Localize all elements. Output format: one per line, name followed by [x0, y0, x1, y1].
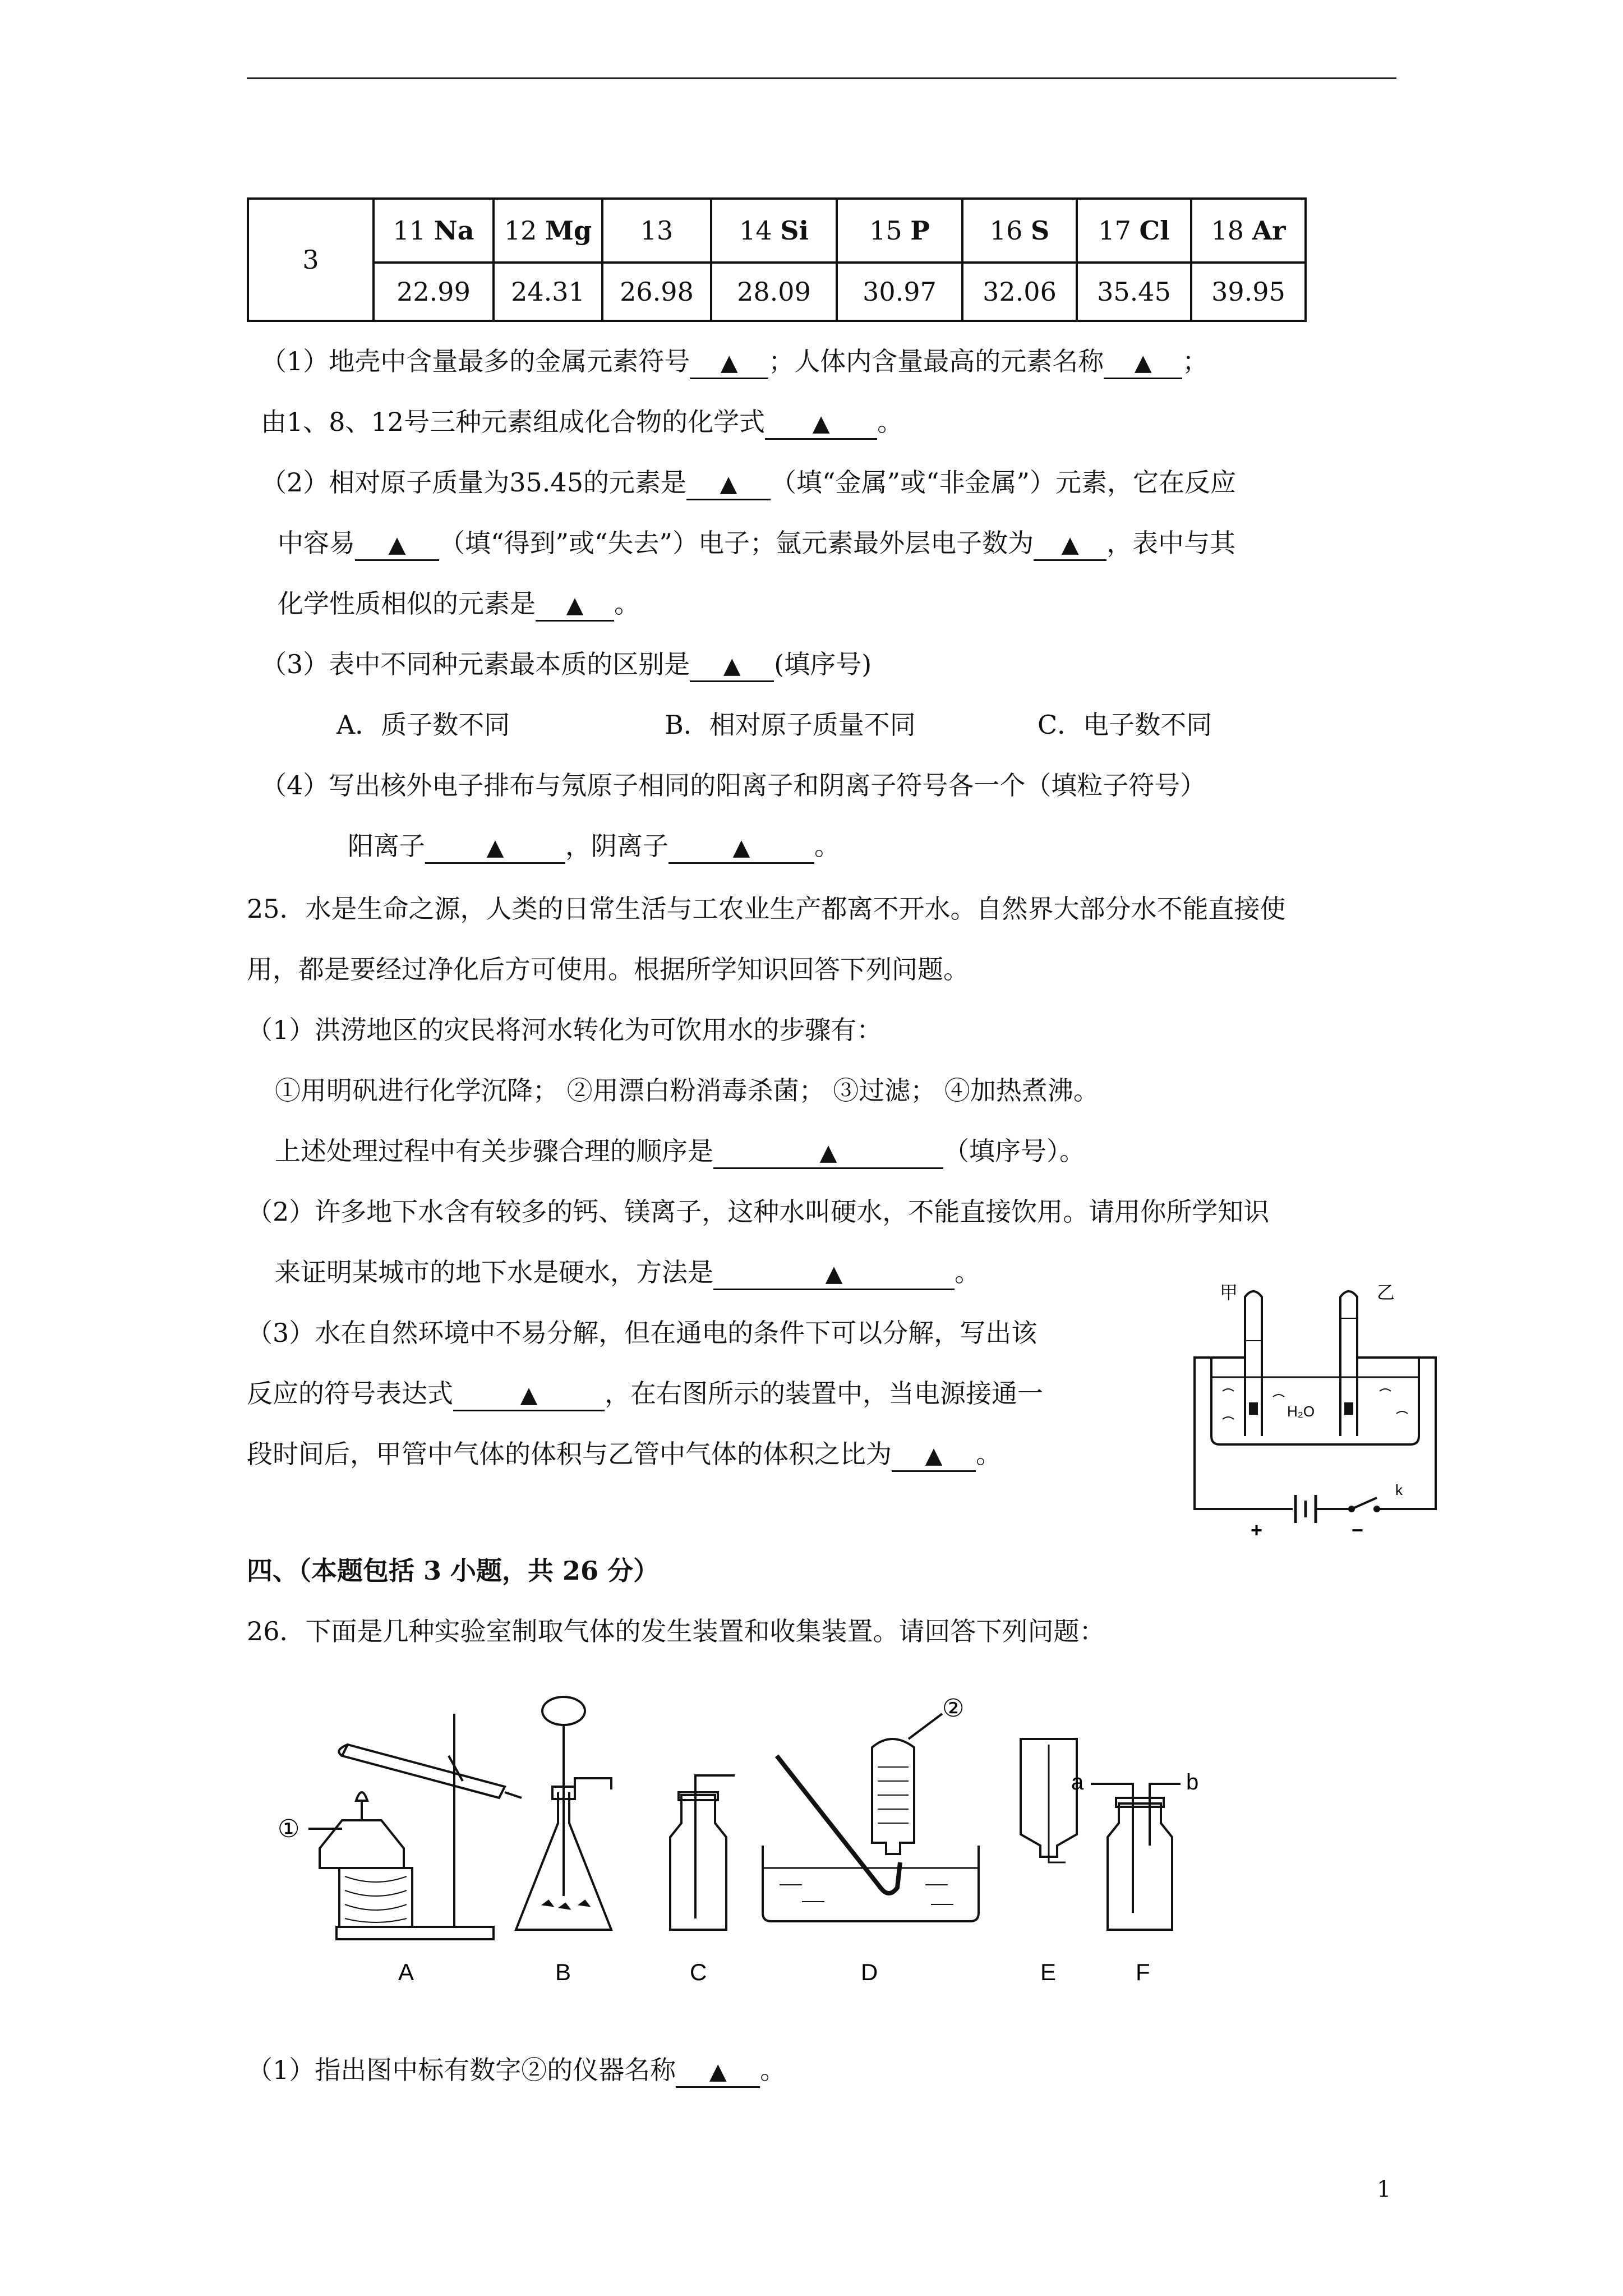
section-heading: 四、（本题包括 3 小题，共 26 分） — [247, 1556, 660, 1586]
electrode-right — [1344, 1402, 1353, 1415]
apparatus-label-f: F — [1136, 1959, 1150, 1985]
electrode-left — [1249, 1402, 1258, 1415]
option-b: B．相对原子质量不同 — [665, 710, 916, 740]
answer-blank[interactable]: ▲ — [355, 528, 439, 561]
water-label: H₂O — [1287, 1403, 1315, 1420]
answer-blank[interactable]: ▲ — [1104, 347, 1182, 379]
answer-blank[interactable]: ▲ — [713, 1258, 955, 1290]
element-cell: 16 S — [962, 199, 1077, 263]
apparatus-label-b: B — [555, 1959, 571, 1985]
periodic-table-row — [247, 197, 1307, 322]
q24-part3: （3）表中不同种元素最本质的区别是 ▲ (填序号) — [261, 647, 872, 682]
answer-blank[interactable]: ▲ — [690, 650, 774, 682]
q24-part1-line1: （1）地壳中含量最多的金属元素符号 ▲ ；人体内含量最高的元素名称 ▲ ； — [261, 344, 1208, 379]
electrolysis-apparatus-figure — [1183, 1273, 1447, 1537]
answer-blank[interactable]: ▲ — [765, 407, 877, 440]
apparatus-label-a: A — [398, 1959, 414, 1985]
positive-terminal: + — [1251, 1519, 1263, 1537]
answer-blank[interactable]: ▲ — [892, 1439, 976, 1472]
page-number: 1 — [1377, 2177, 1391, 2202]
q24-part2-line2: 中容易 ▲ （填“得到”或“失去”）电子；氩元素最外层电子数为 ▲ ，表中与其 — [278, 526, 1235, 561]
q25-part2-line2: 来证明某城市的地下水是硬水，方法是 ▲ 。 — [275, 1255, 980, 1290]
atomic-mass-cell: 26.98 — [602, 263, 711, 321]
answer-blank[interactable]: ▲ — [668, 831, 814, 864]
atomic-mass-cell: 32.06 — [962, 263, 1077, 321]
answer-blank[interactable]: ▲ — [425, 831, 565, 864]
element-cell: 11 Na — [374, 199, 494, 263]
atomic-mass-cell: 28.09 — [711, 263, 837, 321]
atomic-mass-cell: 22.99 — [374, 263, 494, 321]
header-rule — [247, 77, 1396, 79]
q25-part3-line1: （3）水在自然环境中不易分解，但在通电的条件下可以分解，写出该 — [247, 1318, 1038, 1348]
answer-blank[interactable]: ▲ — [536, 589, 614, 622]
element-cell: 14 Si — [711, 199, 837, 263]
tube-label-jia: 甲 — [1220, 1282, 1238, 1303]
answer-blank[interactable]: ▲ — [690, 347, 768, 379]
answer-blank[interactable]: ▲ — [453, 1379, 605, 1411]
element-cell: 18 Ar — [1191, 199, 1306, 263]
atomic-mass-cell: 30.97 — [837, 263, 962, 321]
switch-label: k — [1395, 1481, 1403, 1498]
answer-blank[interactable]: ▲ — [713, 1137, 943, 1169]
q25-part1-question: 上述处理过程中有关步骤合理的顺序是 ▲ （填序号）。 — [275, 1134, 1085, 1169]
q25-stem-2: 用，都是要经过净化后方可使用。根据所学知识回答下列问题。 — [247, 954, 969, 984]
answer-blank[interactable]: ▲ — [686, 468, 771, 500]
atomic-mass-cell: 24.31 — [494, 263, 602, 321]
option-a: A．质子数不同 — [336, 710, 510, 740]
option-c: C．电子数不同 — [1038, 710, 1212, 740]
atomic-mass-cell: 35.45 — [1077, 263, 1191, 321]
element-cell: 12 Mg — [494, 199, 602, 263]
answer-blank[interactable]: ▲ — [1034, 528, 1106, 561]
q25-part1: （1）洪涝地区的灾民将河水转化为可饮用水的步骤有： — [247, 1015, 883, 1045]
q24-part1-line2: 由1、8、12号三种元素组成化合物的化学式 ▲ 。 — [261, 405, 903, 440]
q24-part2-line1: （2）相对原子质量为35.45的元素是 ▲ （填“金属”或“非金属”）元素，它在反应 — [261, 466, 1236, 500]
apparatus-label-e: E — [1040, 1959, 1057, 1985]
q24-part2-line3: 化学性质相似的元素是 ▲ 。 — [278, 587, 640, 622]
apparatus-a-base — [336, 1927, 494, 1939]
tube-label-yi: 乙 — [1377, 1282, 1395, 1303]
port-label-b: b — [1186, 1770, 1199, 1795]
q25-part3-line3: 段时间后，甲管中气体的体积与乙管中气体的体积之比为 ▲ 。 — [247, 1437, 1002, 1472]
atomic-mass-cell: 39.95 — [1191, 263, 1306, 321]
element-cell: 15 P — [837, 199, 962, 263]
negative-terminal: − — [1352, 1519, 1364, 1537]
gas-apparatus-figure — [269, 1683, 1352, 1997]
q25-part1-steps: ①用明矾进行化学沉降； ②用漂白粉消毒杀菌； ③过滤； ④加热煮沸。 — [275, 1075, 1099, 1106]
element-cell: 13 — [602, 199, 711, 263]
q25-stem-1: 25．水是生命之源，人类的日常生活与工农业生产都离不开水。自然界大部分水不能直接使 — [247, 894, 1286, 924]
figure-mark-2: ② — [942, 1695, 965, 1722]
q24-part4: （4）写出核外电子排布与氖原子相同的阳离子和阴离子符号各一个（填粒子符号） — [261, 770, 1206, 800]
element-cell: 17 Cl — [1077, 199, 1191, 263]
port-label-a: a — [1071, 1770, 1084, 1795]
q26-stem: 26．下面是几种实验室制取气体的发生装置和收集装置。请回答下列问题： — [247, 1616, 1105, 1646]
apparatus-label-d: D — [861, 1959, 878, 1985]
figure-mark-1: ① — [278, 1815, 300, 1843]
q25-part3-line2: 反应的符号表达式 ▲ ，在右图所示的装置中，当电源接通一 — [247, 1377, 1043, 1411]
q26-part1: （1）指出图中标有数字②的仪器名称 ▲ 。 — [247, 2053, 786, 2088]
apparatus-label-c: C — [690, 1959, 707, 1985]
period-cell: 3 — [248, 199, 374, 321]
answer-blank[interactable]: ▲ — [676, 2055, 760, 2088]
q24-part4-answer: 阳离子 ▲ ，阴离子 ▲ 。 — [348, 829, 840, 864]
q25-part2-line1: （2）许多地下水含有较多的钙、镁离子，这种水叫硬水，不能直接饮用。请用你所学知识 — [247, 1197, 1270, 1227]
